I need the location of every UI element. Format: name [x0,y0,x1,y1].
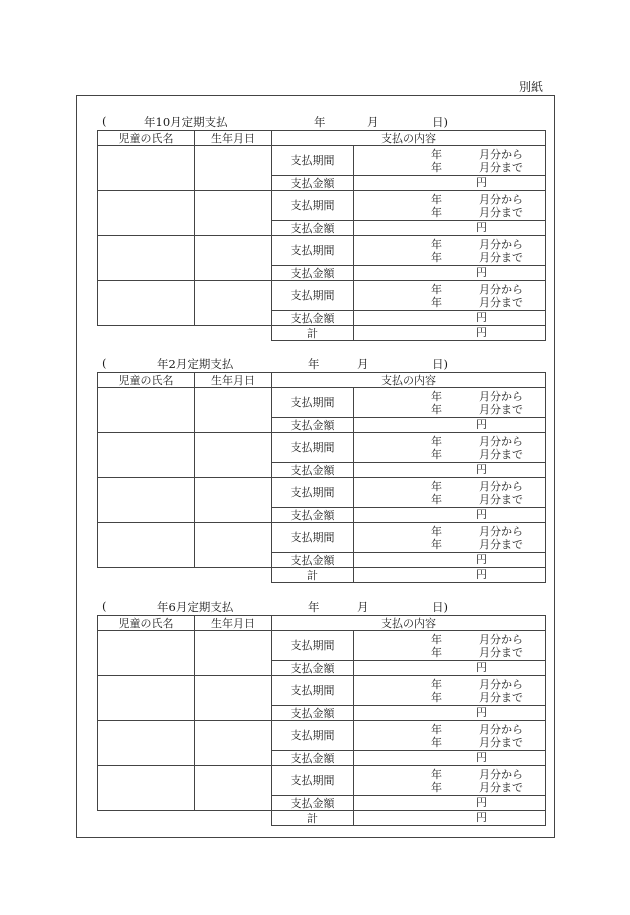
child-name-cell[interactable] [98,676,195,721]
period-from-month: 月分から [479,192,523,206]
amount-label: 支払金額 [272,796,354,811]
period-from-year: 年 [431,722,442,736]
period-to-line [354,736,545,749]
total-value-cell[interactable] [354,811,546,826]
period-from-year: 年 [431,767,442,781]
period-label: 支払期間 [272,766,354,796]
heading-year: 年 [308,357,320,371]
period-value-cell[interactable] [354,766,546,796]
period-from-month: 月分から [479,677,523,691]
amount-yen: 円 [476,221,487,234]
period-label: 支払期間 [272,676,354,706]
period-from-month: 月分から [479,632,523,646]
section-title: 年2月定期支払 [157,357,234,371]
amount-label: 支払金額 [272,751,354,766]
amount-value-cell[interactable] [354,221,546,236]
period-from-line [354,238,545,251]
section-title: 年6月定期支払 [157,600,234,614]
period-from-line [354,678,545,691]
period-value-cell[interactable] [354,236,546,266]
period-to-line [354,403,545,416]
table-header-row [98,131,546,146]
period-to-month: 月分まで [479,205,523,219]
child-name-cell[interactable] [98,478,195,523]
period-from-month: 月分から [479,767,523,781]
amount-yen: 円 [476,508,487,521]
period-label: 支払期間 [272,631,354,661]
birth-date-cell[interactable] [195,388,272,433]
period-from-year: 年 [431,524,442,538]
period-to-month: 月分まで [479,492,523,506]
amount-yen: 円 [476,661,487,674]
period-to-year: 年 [431,205,442,219]
child-name-cell[interactable] [98,721,195,766]
total-label: 計 [272,811,354,826]
period-from-month: 月分から [479,479,523,493]
table-row [98,631,546,661]
table-row [98,433,546,463]
birth-date-cell[interactable] [195,191,272,236]
period-value-cell[interactable] [354,388,546,418]
amount-label: 支払金額 [272,553,354,568]
period-from-month: 月分から [479,389,523,403]
section-heading [97,112,545,130]
annex-label: 別紙 [519,80,544,94]
table-header-row [98,616,546,631]
period-label: 支払期間 [272,236,354,266]
period-from-line [354,633,545,646]
birth-date-cell[interactable] [195,281,272,326]
birth-date-cell[interactable] [195,631,272,676]
period-to-year: 年 [431,645,442,659]
period-from-year: 年 [431,192,442,206]
period-to-year: 年 [431,690,442,704]
amount-label: 支払金額 [272,661,354,676]
amount-value-cell[interactable] [354,311,546,326]
amount-value-cell[interactable] [354,418,546,433]
table-row [98,766,546,796]
amount-yen: 円 [476,796,487,809]
period-to-month: 月分まで [479,690,523,704]
section-heading [97,354,545,372]
total-yen: 円 [476,568,487,581]
period-from-month: 月分から [479,147,523,161]
birth-date-cell[interactable] [195,478,272,523]
amount-value-cell[interactable] [354,706,546,721]
period-to-year: 年 [431,447,442,461]
section-heading [97,597,545,615]
total-value-cell[interactable] [354,568,546,583]
header-payment-content: 支払の内容 [272,131,546,146]
period-to-month: 月分まで [479,780,523,794]
heading-year: 年 [314,115,326,129]
amount-value-cell[interactable] [354,796,546,811]
period-to-year: 年 [431,780,442,794]
total-label: 計 [272,326,354,341]
heading-open-paren: ( [102,114,107,128]
birth-date-cell[interactable] [195,721,272,766]
period-to-year: 年 [431,492,442,506]
amount-value-cell[interactable] [354,553,546,568]
period-label: 支払期間 [272,281,354,311]
period-from-year: 年 [431,389,442,403]
amount-label: 支払金額 [272,266,354,281]
birth-date-cell[interactable] [195,523,272,568]
birth-date-cell[interactable] [195,146,272,191]
table-row [98,478,546,508]
table-row [98,721,546,751]
period-from-month: 月分から [479,434,523,448]
amount-yen: 円 [476,553,487,566]
amount-yen: 円 [476,176,487,189]
period-to-line [354,296,545,309]
period-to-month: 月分まで [479,447,523,461]
period-from-line [354,723,545,736]
period-from-year: 年 [431,282,442,296]
period-value-cell[interactable] [354,281,546,311]
amount-value-cell[interactable] [354,508,546,523]
period-value-cell[interactable] [354,721,546,751]
period-from-line [354,283,545,296]
period-from-line [354,148,545,161]
period-value-cell[interactable] [354,523,546,553]
total-yen: 円 [476,811,487,824]
period-to-line [354,493,545,506]
period-label: 支払期間 [272,433,354,463]
table-row [98,388,546,418]
total-row [98,568,546,583]
child-name-cell[interactable] [98,631,195,676]
heading-day: 日) [432,357,448,371]
header-birth-date: 生年月日 [195,616,272,631]
period-from-year: 年 [431,479,442,493]
period-to-month: 月分まで [479,735,523,749]
heading-day: 日) [432,600,448,614]
table-header-row [98,373,546,388]
period-from-year: 年 [431,677,442,691]
period-from-year: 年 [431,632,442,646]
amount-label: 支払金額 [272,418,354,433]
amount-label: 支払金額 [272,176,354,191]
amount-yen: 円 [476,418,487,431]
child-name-cell[interactable] [98,146,195,191]
amount-value-cell[interactable] [354,266,546,281]
birth-date-cell[interactable] [195,433,272,478]
table-row [98,523,546,553]
header-birth-date: 生年月日 [195,373,272,388]
total-row [98,811,546,826]
period-label: 支払期間 [272,523,354,553]
heading-open-paren: ( [102,356,107,370]
period-label: 支払期間 [272,191,354,221]
period-label: 支払期間 [272,478,354,508]
heading-month: 月 [357,357,369,371]
period-from-month: 月分から [479,237,523,251]
child-name-cell[interactable] [98,388,195,433]
period-from-line [354,525,545,538]
child-name-cell[interactable] [98,281,195,326]
period-value-cell[interactable] [354,631,546,661]
period-value-cell[interactable] [354,146,546,176]
period-from-year: 年 [431,434,442,448]
amount-label: 支払金額 [272,706,354,721]
header-payment-content: 支払の内容 [272,373,546,388]
period-to-line [354,538,545,551]
amount-label: 支払金額 [272,221,354,236]
period-from-line [354,435,545,448]
header-birth-date: 生年月日 [195,131,272,146]
heading-open-paren: ( [102,599,107,613]
amount-yen: 円 [476,706,487,719]
period-to-year: 年 [431,160,442,174]
header-child-name: 児童の氏名 [98,131,195,146]
section-title: 年10月定期支払 [144,115,228,129]
amount-yen: 円 [476,463,487,476]
heading-day: 日) [432,115,448,129]
heading-month: 月 [357,600,369,614]
period-value-cell[interactable] [354,433,546,463]
period-to-line [354,781,545,794]
header-payment-content: 支払の内容 [272,616,546,631]
period-to-month: 月分まで [479,250,523,264]
period-from-year: 年 [431,237,442,251]
period-to-month: 月分まで [479,295,523,309]
total-yen: 円 [476,326,487,339]
amount-value-cell[interactable] [354,176,546,191]
amount-value-cell[interactable] [354,751,546,766]
payment-table [97,615,546,826]
table-row [98,191,546,221]
period-to-month: 月分まで [479,537,523,551]
period-to-line [354,161,545,174]
period-to-month: 月分まで [479,160,523,174]
heading-month: 月 [367,115,379,129]
period-to-month: 月分まで [479,402,523,416]
payment-section [97,597,545,826]
total-label: 計 [272,568,354,583]
header-child-name: 児童の氏名 [98,373,195,388]
heading-year: 年 [308,600,320,614]
child-name-cell[interactable] [98,236,195,281]
period-from-month: 月分から [479,282,523,296]
period-from-line [354,193,545,206]
table-row [98,676,546,706]
period-from-year: 年 [431,147,442,161]
table-row [98,281,546,311]
period-to-year: 年 [431,537,442,551]
period-to-line [354,448,545,461]
child-name-cell[interactable] [98,433,195,478]
header-child-name: 児童の氏名 [98,616,195,631]
period-from-line [354,480,545,493]
amount-label: 支払金額 [272,463,354,478]
period-to-year: 年 [431,295,442,309]
table-row [98,146,546,176]
table-row [98,236,546,266]
period-to-year: 年 [431,402,442,416]
period-value-cell[interactable] [354,478,546,508]
period-to-month: 月分まで [479,645,523,659]
total-value-cell[interactable] [354,326,546,341]
total-row [98,326,546,341]
child-name-cell[interactable] [98,191,195,236]
payment-section [97,112,545,341]
amount-yen: 円 [476,751,487,764]
amount-value-cell[interactable] [354,661,546,676]
period-from-month: 月分から [479,524,523,538]
child-name-cell[interactable] [98,766,195,811]
period-value-cell[interactable] [354,676,546,706]
child-name-cell[interactable] [98,523,195,568]
period-to-line [354,646,545,659]
period-to-year: 年 [431,250,442,264]
payment-table [97,372,546,583]
period-label: 支払期間 [272,388,354,418]
birth-date-cell[interactable] [195,676,272,721]
period-from-line [354,390,545,403]
amount-label: 支払金額 [272,508,354,523]
period-value-cell[interactable] [354,191,546,221]
period-to-line [354,691,545,704]
amount-yen: 円 [476,311,487,324]
amount-yen: 円 [476,266,487,279]
payment-section [97,354,545,583]
period-from-month: 月分から [479,722,523,736]
amount-label: 支払金額 [272,311,354,326]
amount-value-cell[interactable] [354,463,546,478]
period-from-line [354,768,545,781]
payment-table [97,130,546,341]
period-label: 支払期間 [272,146,354,176]
birth-date-cell[interactable] [195,236,272,281]
period-to-line [354,251,545,264]
period-to-year: 年 [431,735,442,749]
period-to-line [354,206,545,219]
birth-date-cell[interactable] [195,766,272,811]
period-label: 支払期間 [272,721,354,751]
